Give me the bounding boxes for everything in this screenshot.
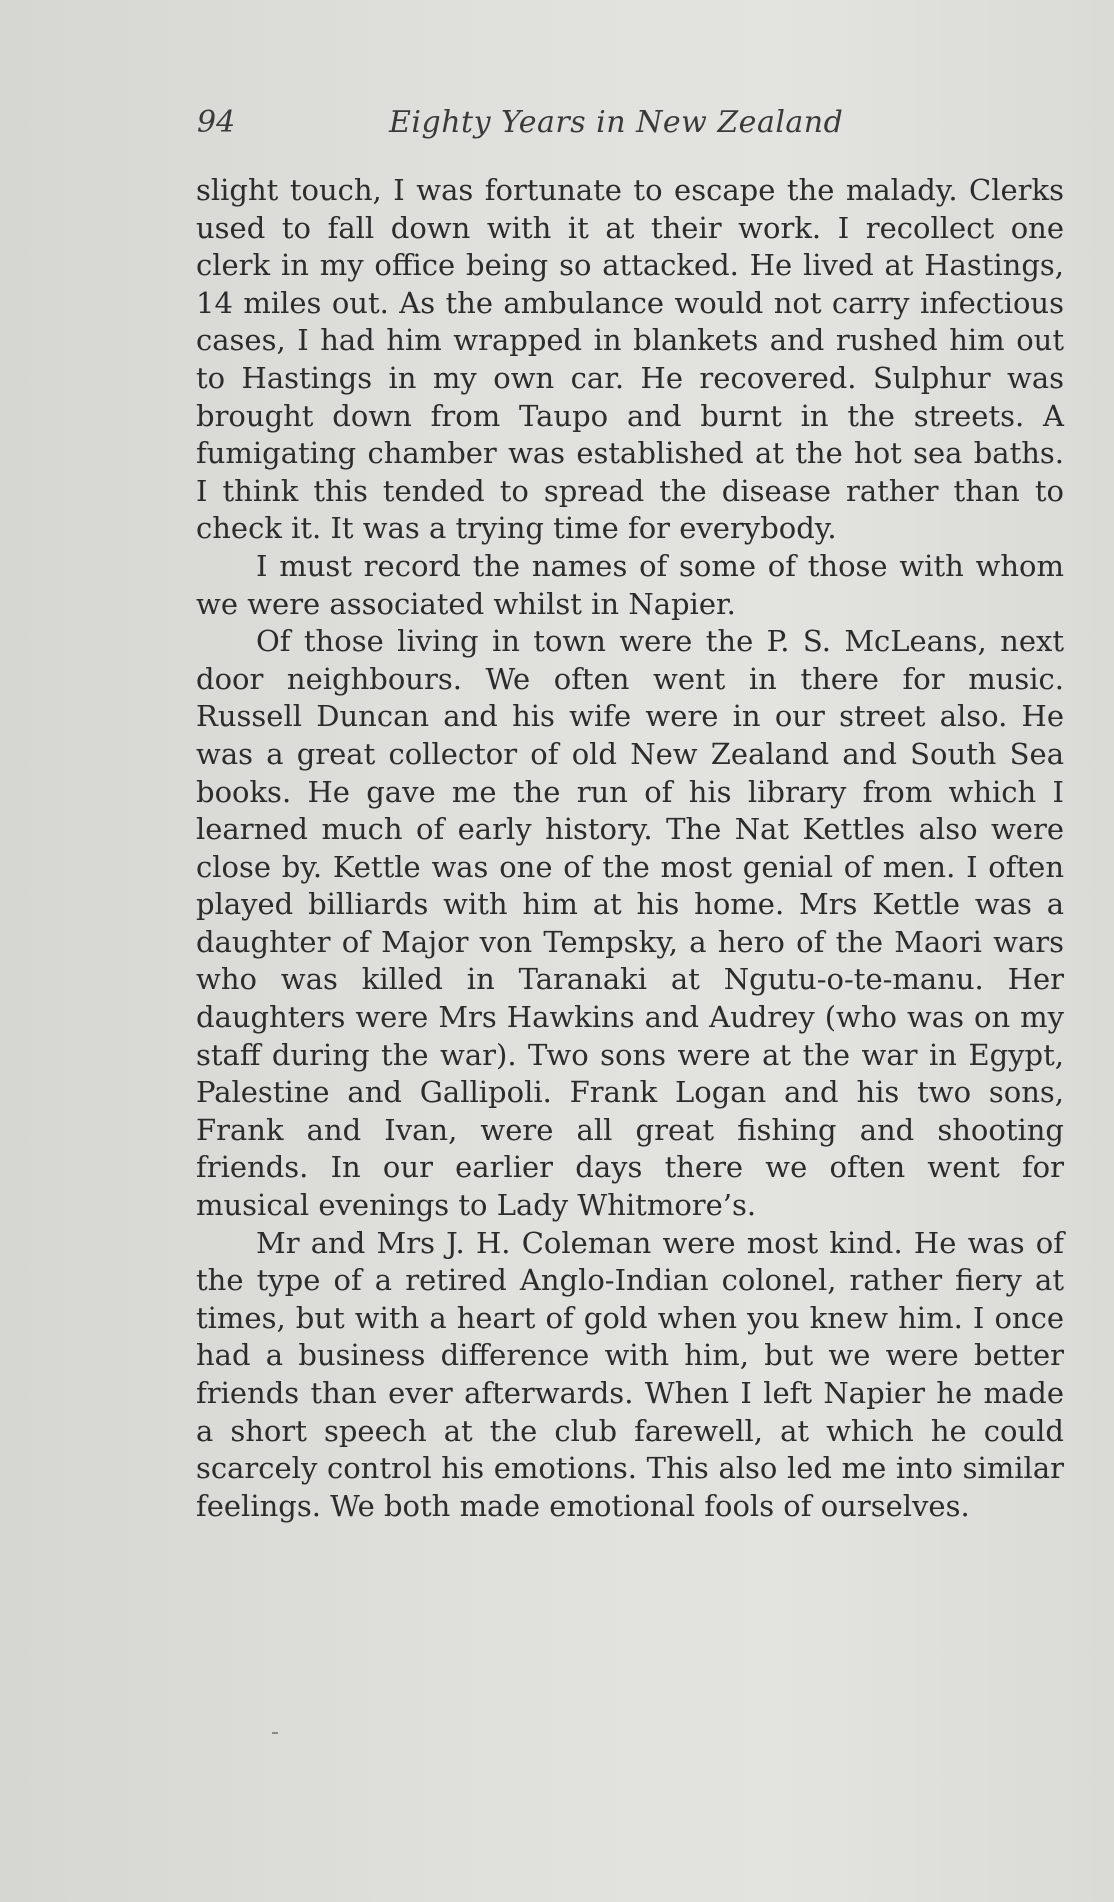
paragraph: Mr and Mrs J. H. Coleman were most kind. He was of the type of a retired Anglo-Indian colonel, rather fiery at times, but with a heart of gold when you knew him. I once had a business difference with him, but we were better friends than ever afterwards. When I left Napier he made a short speech at the club farewell, at which he could scarcely control his emotions. This also led me into similar feelings. We both made emotional fools of ourselves. [196, 1225, 1064, 1523]
body-text [196, 172, 1064, 1525]
paragraph-continued: slight touch, I was fortunate to escape the malady. Clerks used to fall down with it at their work. I recollect one clerk in my office being so attacked. He lived at Hastings, 14 miles out. As the ambulance would not carry infectious cases, I had him wrapped in blankets and rushed him out to Hastings in my own car. He recovered. Sulphur was brought down from Taupo and burnt in the streets. A fumigating chamber was established at the hot sea baths. I think this tended to spread the disease rather than to check it. It was a trying time for everybody. [196, 173, 1064, 546]
running-title: Eighty Years in New Zealand [389, 105, 844, 140]
paragraph: I must record the names of some of those with whom we were associated whilst in Napier. [196, 548, 1064, 621]
paper-speck [272, 1732, 278, 1734]
page-number: 94 [197, 105, 236, 140]
running-head [197, 100, 1065, 146]
paragraph: Of those living in town were the P. S. McLeans, next door neighbours. We often went in there for music. Russell Duncan and his wife were in our street also. He was a great collector of old New Zealand and South Sea books. He gave me the run of his library from which I learned much of early history. The Nat Kettles also were close by. Kettle was one of the most genial of men. I often played billiards with him at his home. Mrs Kettle was a daughter of Major von Tempsky, a hero of the Maori wars who was killed in Taranaki at Ngutu-o-te-manu. Her daughters were Mrs Hawkins and Audrey (who was on my staff during the war). Two sons were at the war in Egypt, Palestine and Gallipoli. Frank Logan and his two sons, Frank and Ivan, were all great fishing and shooting friends. In our earlier days there we often went for musical evenings to Lady Whitmore’s. [196, 624, 1064, 1223]
